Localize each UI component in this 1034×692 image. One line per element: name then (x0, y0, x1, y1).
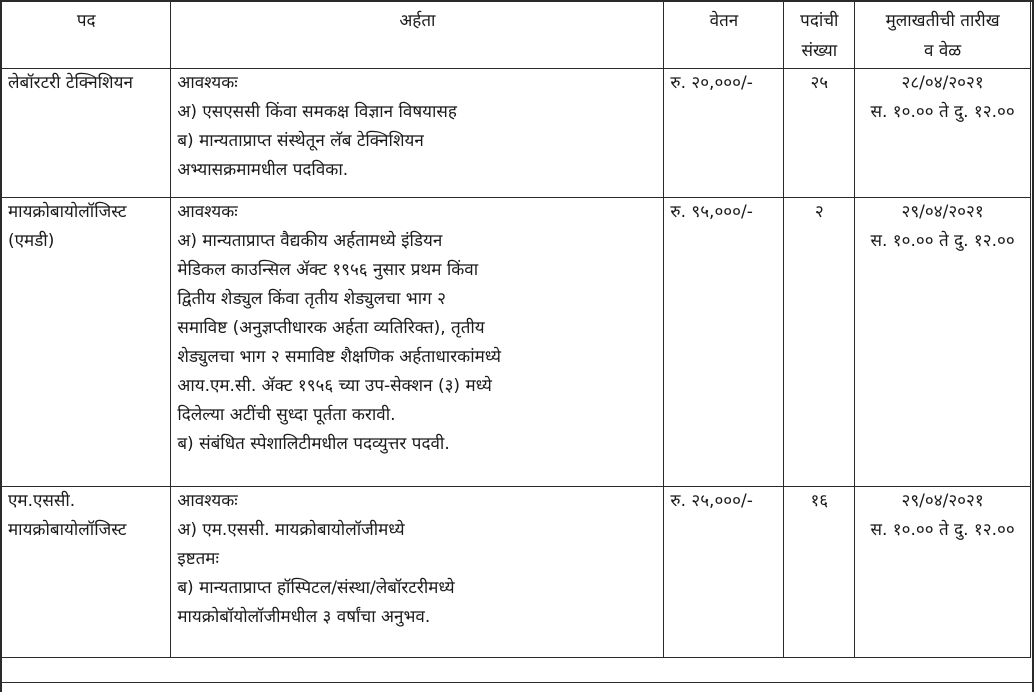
count-cell (784, 69, 855, 198)
date-cell (855, 487, 1031, 658)
count-value: २ (814, 202, 824, 222)
qualification-line: ब) मान्यताप्राप्त हॉस्पिटल/संस्था/लेबॉरटरीमध्ये (177, 578, 455, 598)
qualification-cell (171, 487, 664, 658)
qualification-line: अभ्यासक्रमामधील पदविका. (177, 160, 349, 180)
header-post-label: पद (76, 11, 96, 31)
qualification-line: ब) संबंधित स्पेशालिटीमधील पदव्युत्तर पदवी. (177, 434, 450, 454)
post-name: एम.एससी. (8, 491, 76, 511)
qualification-cell (171, 69, 664, 198)
qualification-line: शेड्युलचा भाग २ समाविष्ट शैक्षणिक अर्हताधारकांमध्ये (177, 347, 502, 367)
qualification-line: आवश्यकः (177, 73, 238, 93)
count-value: १६ (810, 491, 829, 511)
header-pay-label: वेतन (709, 11, 739, 31)
qualification-line: आय.एम.सी. ॲक्ट १९५६ च्या उप-सेक्शन (३) मध्ये (177, 376, 492, 396)
header-date-line-1: मुलाखतीची तारीख (885, 11, 1000, 31)
table-bottom-border (0, 682, 1034, 692)
pay-cell (664, 487, 784, 658)
interview-time: स. १०.०० ते दु. १२.०० (870, 520, 1015, 540)
table-row (2, 69, 1031, 198)
recruitment-table (1, 1, 1031, 658)
qualification-line: मायक्रोबॉयोलॉजीमधील ३ वर्षांचा अनुभव. (177, 607, 431, 627)
qualification-line: आवश्यकः (177, 202, 238, 222)
header-qualification (171, 2, 664, 69)
header-count-line-1: पदांची (800, 11, 839, 31)
pay-value: रु. २५,०००/- (670, 491, 753, 511)
qualification-line: दिलेल्या अटींची सुध्दा पूर्तता करावी. (177, 405, 396, 425)
pay-cell (664, 69, 784, 198)
qualification-line: अ) एम.एससी. मायक्रोबायोलॉजीमध्ये (177, 520, 405, 540)
pay-value: रु. ९५,०००/- (670, 202, 753, 222)
qualification-line: ब) मान्यताप्राप्त संस्थेतून लॅब टेक्निशियन (177, 131, 424, 151)
interview-date: २९/०४/२०२१ (901, 491, 984, 511)
header-count (784, 2, 855, 69)
header-count-line-2: संख्या (801, 41, 838, 61)
qualification-line: इष्टतमः (177, 549, 219, 569)
interview-date: २९/०४/२०२१ (901, 202, 984, 222)
post-name: मायक्रोबायोलॉजिस्ट (8, 202, 127, 222)
qualification-cell (171, 198, 664, 487)
post-cell (2, 69, 171, 198)
qualification-line: अ) एसएससी किंवा समकक्ष विज्ञान विषयासह (177, 102, 457, 122)
date-cell (855, 69, 1031, 198)
post-cell (2, 487, 171, 658)
header-post (2, 2, 171, 69)
qualification-line: अ) मान्यताप्राप्त वैद्यकीय अर्हतामध्ये इंडियन (177, 231, 443, 251)
header-row (2, 2, 1031, 69)
interview-date: २८/०४/२०२१ (901, 73, 984, 93)
interview-time: स. १०.०० ते दु. १२.०० (870, 102, 1015, 122)
count-cell (784, 487, 855, 658)
qualification-line: समाविष्ट (अनुज्ञप्तीधारक अर्हता व्यतिरिक्त), तृतीय (177, 318, 485, 338)
qualification-line: द्वितीय शेड्युल किंवा तृतीय शेड्युलचा भाग २ (177, 289, 446, 309)
table-row (2, 198, 1031, 487)
count-value: २५ (810, 73, 829, 93)
table-row (2, 487, 1031, 658)
interview-time: स. १०.०० ते दु. १२.०० (870, 231, 1015, 251)
header-date-line-2: व वेळ (923, 41, 962, 61)
date-cell (855, 198, 1031, 487)
pay-value: रु. २०,०००/- (670, 73, 753, 93)
qualification-line: मेडिकल काउन्सिल ॲक्ट १९५६ नुसार प्रथम किंवा (177, 260, 479, 280)
post-name: लेबॉरटरी टेक्निशियन (8, 73, 133, 93)
post-name-suffix: मायक्रोबायोलॉजिस्ट (8, 520, 127, 540)
count-cell (784, 198, 855, 487)
post-cell (2, 198, 171, 487)
header-date (855, 2, 1031, 69)
header-qualification-label: अर्हता (399, 11, 436, 31)
qualification-line: आवश्यकः (177, 491, 238, 511)
post-name-suffix: (एमडी) (8, 231, 55, 251)
pay-cell (664, 198, 784, 487)
header-pay (664, 2, 784, 69)
